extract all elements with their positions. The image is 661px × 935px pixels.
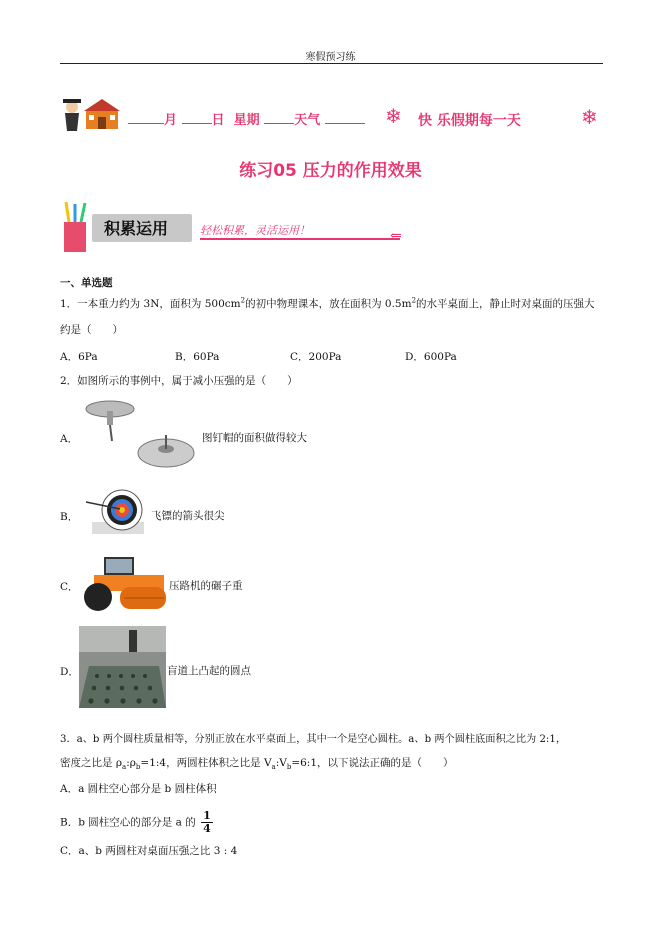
q2-stem: 2．如图所示的事例中，属于减小压强的是（ ） bbox=[60, 375, 298, 387]
q3-stem: 3．a、b 两个圆柱质量相等，分别正放在水平桌面上，其中一个是空心圆柱。a、b 两个圆柱底面积之比为 2:1， bbox=[60, 734, 567, 745]
q2-option-d-letter[interactable]: D． bbox=[60, 666, 79, 678]
arrow-left-icon: ⇐ bbox=[390, 228, 402, 244]
q2-option-a-caption: 图钉帽的面积做得较大 bbox=[202, 432, 307, 444]
q3-option-a[interactable]: A．a 圆柱空心部分是 b 圆柱体积 bbox=[60, 783, 217, 795]
weekday-label: 星期 bbox=[233, 113, 260, 128]
date-fields bbox=[128, 109, 365, 128]
weather-label: 天气 bbox=[294, 113, 321, 128]
month-label: 月 bbox=[164, 113, 178, 128]
q3-stem-line2: 密度之比是 $\rho_a:\rho_b=1:4$，两圆柱体积之比是 $V_a:V_b=6:1$，以下说法正确的是（ ） bbox=[60, 757, 454, 772]
section-banner-slogan: 轻松积累，灵活运用！ bbox=[200, 224, 310, 237]
section-banner bbox=[60, 200, 405, 255]
q1-option-c[interactable]: C．200Pa bbox=[290, 351, 342, 363]
q2-option-a-letter[interactable]: A． bbox=[60, 433, 79, 445]
q2-option-d-caption: 盲道上凸起的圆点 bbox=[167, 665, 251, 677]
day-label: 日 bbox=[211, 113, 225, 128]
section-heading: 一、单选题 bbox=[60, 277, 113, 289]
q1-option-a[interactable]: A．6Pa bbox=[60, 351, 98, 363]
pencil-cup-icon bbox=[60, 200, 90, 255]
q1-stem: 1．一本重力约为 3N，面积为 $500cm^2$的初中物理课本，放在面积为 $0.5m^2$的水平桌面上，静止时对桌面的压强大 bbox=[60, 296, 595, 310]
road-roller-image bbox=[80, 553, 168, 613]
q3-option-b[interactable]: B．b 圆柱空心的部分是 a 的 $\frac{1}{4}$ bbox=[60, 809, 211, 835]
header-rule bbox=[60, 63, 603, 64]
fraction-numerator: 1 bbox=[203, 809, 211, 822]
q1-option-d[interactable]: D．600Pa bbox=[405, 351, 457, 363]
fraction-denominator: 4 bbox=[203, 822, 211, 835]
tactile-paving-image bbox=[79, 626, 166, 708]
q1-option-b[interactable]: B．60Pa bbox=[175, 351, 220, 363]
motto: 快 乐假期每一天 bbox=[418, 113, 521, 129]
snowflake-icon: ❄ bbox=[581, 105, 598, 129]
q2-option-b-caption: 飞镖的箭头很尖 bbox=[151, 510, 225, 522]
dartboard-image bbox=[84, 488, 150, 536]
q3-option-c[interactable]: C．a、b 两圆柱对桌面压强之比 3 : 4 bbox=[60, 845, 238, 857]
q1-stem-line2: 约是（ ） bbox=[60, 324, 123, 336]
snowflake-icon: ❄ bbox=[385, 104, 402, 128]
section-banner-label: 积累运用 bbox=[104, 219, 169, 238]
page-title: 练习05 压力的作用效果 bbox=[239, 161, 422, 181]
q2-option-c-caption: 压路机的碾子重 bbox=[169, 580, 243, 592]
q2-option-c-letter[interactable]: C． bbox=[60, 581, 79, 593]
school-icon bbox=[82, 97, 122, 131]
q2-option-b-letter[interactable]: B． bbox=[60, 511, 79, 523]
date-banner bbox=[60, 95, 605, 135]
thumbtack-image bbox=[78, 395, 200, 475]
page-header: 寒假预习练 bbox=[305, 52, 356, 63]
